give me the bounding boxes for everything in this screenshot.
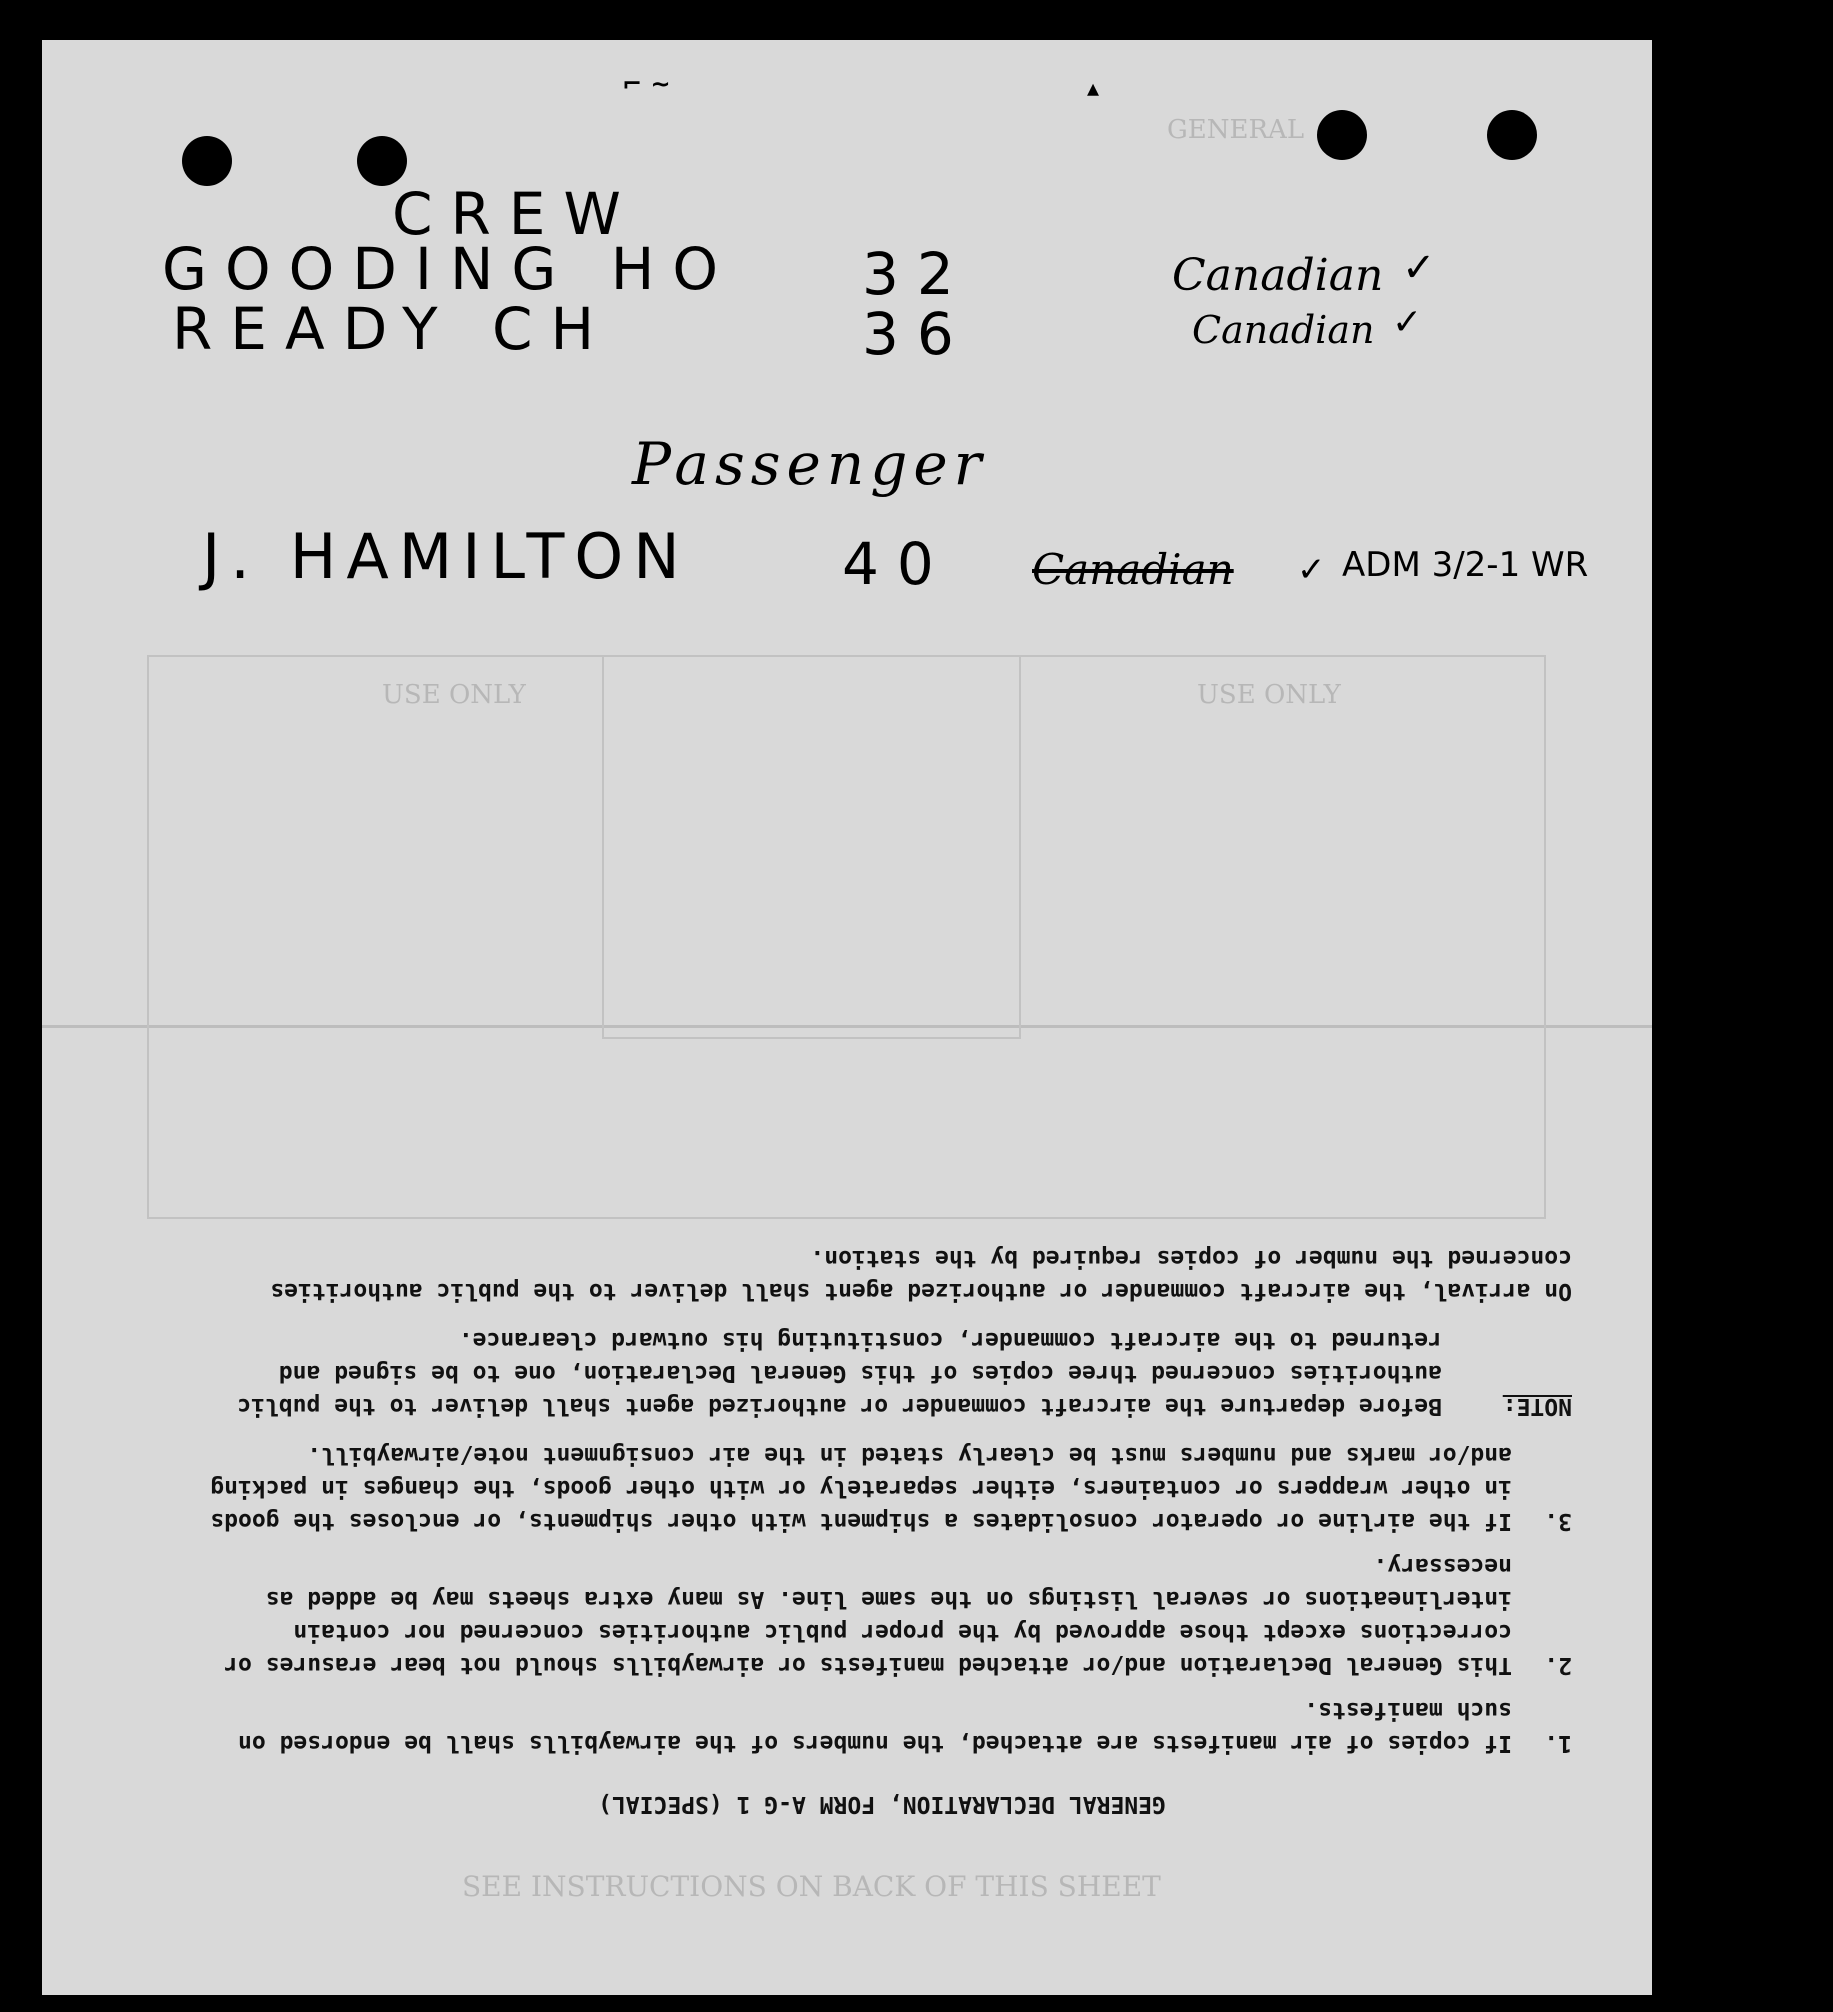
note-text: On arrival, the aircraft commander or authorized agent shall deliver to the public authorities concerned the number of copies required by the station. [270, 1245, 1572, 1304]
instruction-number: 3. [1544, 1508, 1572, 1534]
instructions-title: GENERAL DECLARATION, FORM A-G 1 (SPECIAL) [598, 1791, 1166, 1817]
document-page [42, 40, 1652, 1995]
instruction-item [192, 1438, 1572, 1537]
note-arrival [192, 1241, 1572, 1307]
crew-name: READY CH [172, 295, 613, 363]
scribble-mark-2: ▴ [1087, 74, 1100, 102]
punch-hole-2 [357, 136, 407, 186]
note-block [192, 1323, 1572, 1422]
note-label: NOTE: [1502, 1393, 1572, 1419]
instructions-block [192, 1040, 1572, 1820]
note-text: Before departure the aircraft commander or authorized agent shall deliver to the public authorities concerned three copies of this General Declaration, one to be signed and returned to the aircraft commander, constituting his outward clearance. [237, 1327, 1442, 1419]
crew-nationality: Canadian [1192, 308, 1375, 352]
instruction-number: 2. [1544, 1652, 1572, 1678]
check-mark-icon: ✓ [1402, 245, 1436, 291]
instruction-text: If the airline or operator consolidates a shipment with other shipments, or encloses the goods in other wrappers or containers, either separately or with other goods, the changes in packing and/or marks and numbers must be clearly stated in the air consignment note/airwaybill. [210, 1442, 1512, 1534]
instruction-item [192, 1549, 1572, 1681]
passenger-heading: Passenger [632, 430, 988, 498]
bleed-through-text-3: USE ONLY [382, 680, 526, 710]
crew-heading: CREW [392, 180, 639, 248]
check-mark-icon: ✓ [1297, 550, 1326, 590]
crew-nationality: Canadian [1172, 250, 1384, 301]
instruction-text: If copies of air manifests are attached, the numbers of the airwaybills shall be endorsed on such manifests. [238, 1697, 1512, 1756]
punch-hole-3 [1317, 110, 1367, 160]
crew-age: 32 [862, 240, 972, 308]
crew-age: 36 [862, 300, 972, 368]
passenger-nationality-struck: Canadian [1032, 545, 1234, 594]
crew-name: GOODING HO [162, 235, 737, 303]
instruction-item [192, 1693, 1572, 1759]
bleed-through-text-1: GENERAL [1167, 115, 1305, 145]
punch-hole-1 [182, 136, 232, 186]
bleed-through-text-2: USE ONLY [1197, 680, 1341, 710]
passenger-name: J. HAMILTON [202, 520, 690, 593]
instruction-text: This General Declaration and/or attached manifests or airwaybills should not bear erasures or corrections except those approved by the proper public authorities concerned nor contain interlineations or several listings on the same line. As many extra sheets may be added as necessary. [224, 1553, 1512, 1678]
check-mark-icon: ✓ [1392, 302, 1423, 343]
bleed-through-inner-box [602, 655, 1021, 1039]
scribble-mark-1: ⌐ ~ [622, 70, 671, 98]
bleed-through-text-4: SEE INSTRUCTIONS ON BACK OF THIS SHEET [462, 1870, 1161, 1903]
instruction-number: 1. [1544, 1730, 1572, 1756]
passenger-age: 40 [842, 530, 952, 598]
punch-hole-4 [1487, 110, 1537, 160]
passenger-annotation: ADM 3/2-1 WR [1342, 545, 1589, 585]
